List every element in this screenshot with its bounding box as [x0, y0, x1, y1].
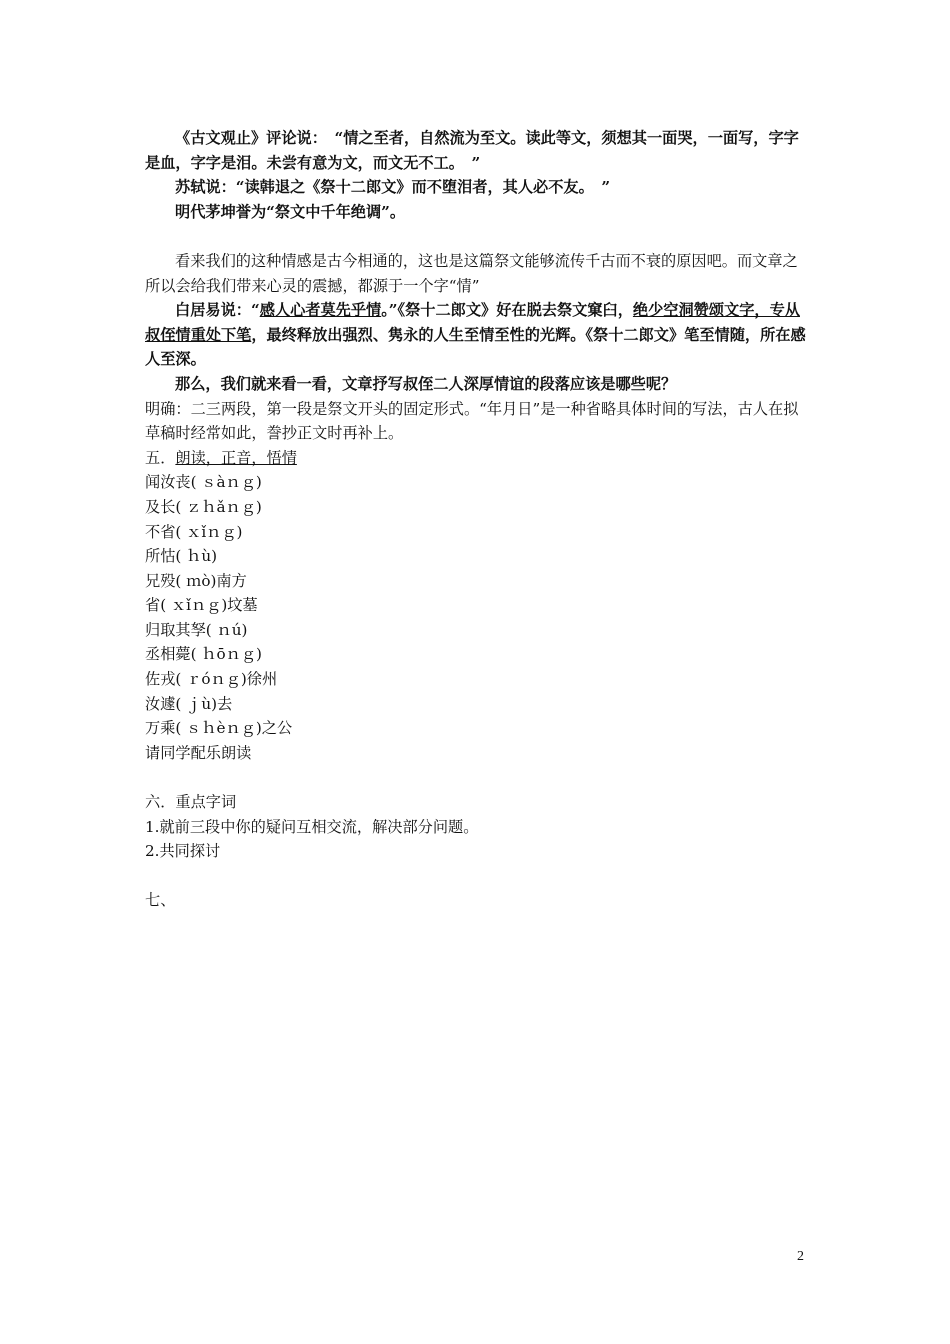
- paragraph-baijuyi: [145, 298, 810, 372]
- spacer: [145, 224, 810, 249]
- reading-item: 万乘( ｓｈèｎｇ)之公: [145, 719, 293, 738]
- reading-item: 汝遽( ｊù)去: [145, 694, 233, 713]
- baijuyi-text-1: 白居易说：“: [175, 301, 260, 320]
- reading-item: 不省( ｘǐｎｇ): [145, 522, 243, 541]
- section-5-number: 五．: [145, 448, 176, 467]
- question: 那么，我们就来看一看，文章抒写叔侄二人深厚情谊的段落应该是哪些呢？: [175, 374, 677, 393]
- reading-item: 丞相薨( ｈōｎｇ): [145, 645, 262, 664]
- reading-item: 所怙( ｈù): [145, 547, 218, 566]
- quote-maokun: 明代茅坤誉为“祭文中千年绝调”。: [175, 202, 406, 221]
- reading-item: 请同学配乐朗读: [145, 743, 252, 762]
- section-5-heading: [145, 446, 810, 471]
- reading-item: 归取其孥( ｎú): [145, 620, 248, 639]
- paragraph-emotion: 看来我们的这种情感是古今相通的，这也是这篇祭文能够流传千古而不衰的原因吧。而文章之所以会给我们带来心灵的震撼，都源于一个字“情”: [145, 251, 798, 295]
- baijuyi-text-2: 。”《祭十二郎文》好在脱去祭文窠臼，: [381, 301, 633, 320]
- quote-sushi: 苏轼说：“读韩退之《祭十二郎文》而不堕泪者，其人必不友。 ”: [175, 178, 611, 197]
- baijuyi-text-3: ，最终释放出强烈、隽永的人生至情至性的光辉。《祭十二郎文》笔至情随，所在感人至深。: [145, 325, 806, 369]
- section-6-item: 1.就前三段中你的疑问互相交流，解决部分问题。: [145, 817, 479, 836]
- section-5-title: 朗读，正音，悟情: [175, 448, 297, 467]
- answer: 明确：二三两段，第一段是祭文开头的固定形式。“年月日”是一种省略具体时间的写法，古人在拟草稿时经常如此，誊抄正文时再补上。: [145, 399, 799, 443]
- section-6-item: 2.共同探讨: [145, 842, 221, 861]
- quote-guwen: 《古文观止》评论说： “情之至者，自然流为至文。读此等文，须想其一面哭，一面写，字字是血，字字是泪。未尝有意为文，而文无不工。 ”: [145, 129, 799, 172]
- page-number: 2: [797, 1249, 804, 1264]
- section-7-title: 七、: [145, 891, 176, 910]
- spacer: [145, 864, 810, 889]
- reading-item: 闻汝丧( ｓàｎｇ): [145, 473, 262, 492]
- reading-item: 及长( ｚｈǎｎｇ): [145, 497, 262, 516]
- page-content: [145, 126, 810, 913]
- spacer: [145, 765, 810, 790]
- reading-item: 兄殁( ｍò)南方: [145, 571, 247, 590]
- reading-item: 省( ｘǐｎｇ)坟墓: [145, 596, 258, 615]
- reading-item: 佐戎( ｒóｎｇ)徐州: [145, 670, 278, 689]
- baijuyi-underline-1: 感人心者莫先乎情: [259, 301, 382, 320]
- section-6-title: 六．重点字词: [145, 793, 237, 812]
- baijuyi-underline-2: 绝少空洞赞颂文字，专从叔侄情重处下笔: [145, 301, 800, 344]
